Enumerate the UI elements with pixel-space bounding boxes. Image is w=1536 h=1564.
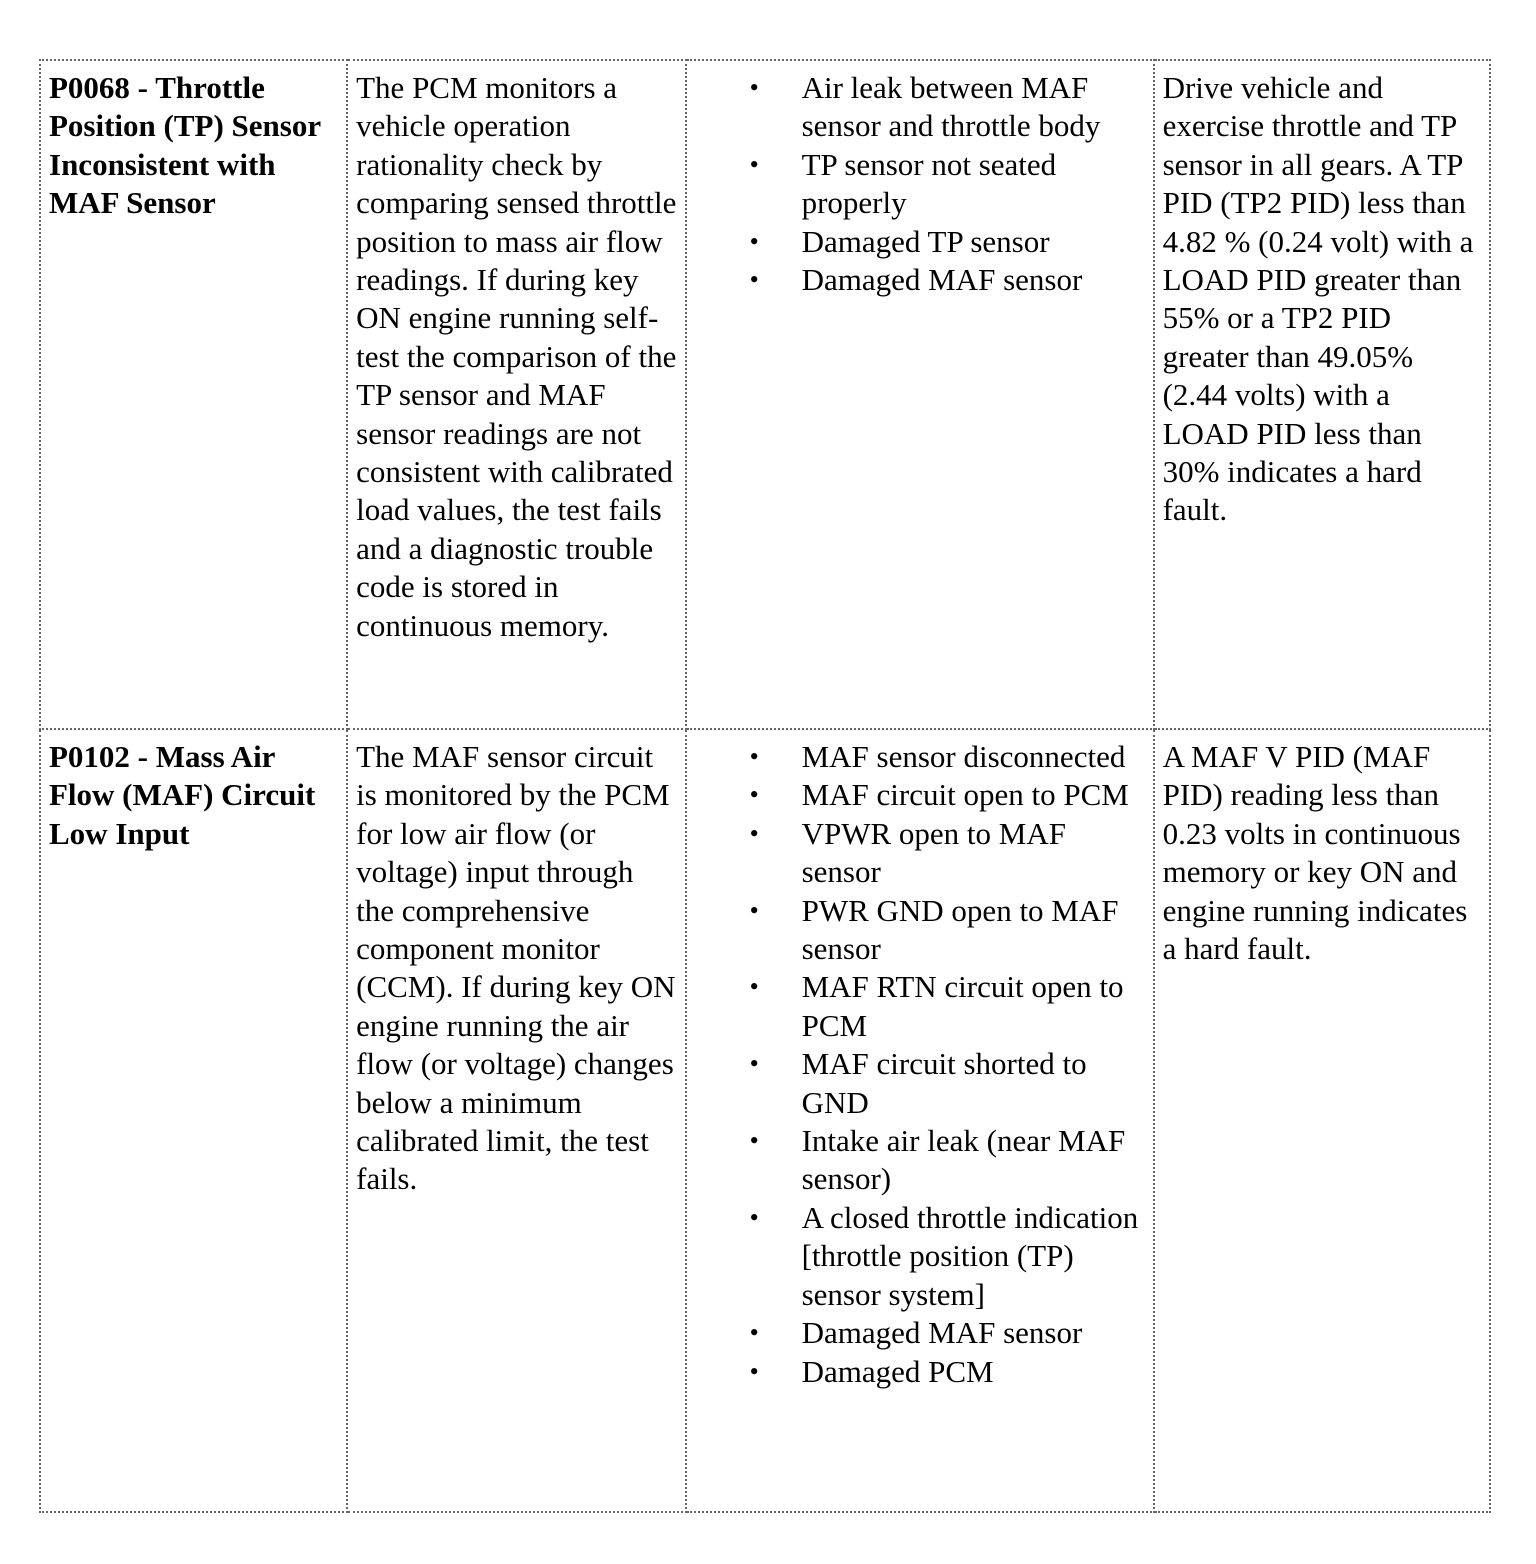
list-item [749, 223, 1147, 261]
list-item [749, 1353, 1147, 1391]
list-item [749, 146, 1147, 223]
bullet-icon: • [749, 972, 759, 1002]
diagnostic-action-cell: Drive vehicle and exercise throttle and TP sensor in all gears. A TP PID (TP2 PID) less than 4.82 % (0.24 volt) with a LOAD PID greater than 55% or a TP2 PID greater than 49.05% (2.44 volts) with a LOAD PID less than 30% indicates a hard fault. [1154, 60, 1490, 729]
cause-text: MAF circuit shorted to GND [801, 1046, 1087, 1120]
cause-text: MAF RTN circuit open to PCM [801, 969, 1124, 1043]
list-item [749, 815, 1147, 892]
bullet-icon: • [749, 265, 759, 295]
bullet-icon: • [749, 1126, 759, 1156]
bullet-icon: • [749, 895, 759, 925]
cause-text: Damaged MAF sensor [801, 1315, 1083, 1351]
possible-causes-list [695, 738, 1147, 1391]
cause-text: TP sensor not seated properly [801, 146, 1057, 221]
bullet-icon: • [749, 780, 759, 810]
cause-text: Air leak between MAF sensor and throttle body [801, 70, 1101, 144]
description-cell: The PCM monitors a vehicle operation rationality check by comparing sensed throttle position to mass air flow readings. If during key ON engine running self-test the comparison of the TP sensor and MAF sensor readings are not consistent with calibrated load values, the test fails and a diagnostic trouble code is stored in continuous memory. [347, 60, 685, 729]
list-item [749, 1045, 1147, 1122]
cause-text: VPWR open to MAF sensor [801, 815, 1066, 890]
cause-text: A closed throttle indication [throttle position (TP) sensor system] [801, 1199, 1139, 1312]
possible-causes-cell [686, 60, 1154, 729]
possible-causes-cell [686, 729, 1154, 1512]
bullet-icon: • [749, 1202, 759, 1232]
cause-text: Damaged PCM [801, 1353, 994, 1389]
cause-text: PWR GND open to MAF sensor [801, 892, 1119, 967]
cause-text: Damaged TP sensor [801, 223, 1050, 259]
list-item [749, 261, 1147, 299]
list-item [749, 968, 1147, 1045]
cause-text: MAF circuit open to PCM [801, 777, 1129, 813]
diagnostic-action-cell: A MAF V PID (MAF PID) reading less than 0.23 volts in continuous memory or key ON and engine running indicates a hard fault. [1154, 729, 1490, 1512]
bullet-icon: • [749, 742, 759, 771]
cause-text: Damaged MAF sensor [801, 262, 1083, 298]
cause-text: Intake air leak (near MAF sensor) [801, 1123, 1126, 1197]
cause-text: MAF sensor disconnected [801, 739, 1126, 774]
list-item [749, 1122, 1147, 1199]
bullet-icon: • [749, 149, 759, 179]
table-row [40, 729, 1490, 1512]
bullet-icon: • [749, 1049, 759, 1079]
dtc-code-cell: P0068 - Throttle Position (TP) Sensor Inconsistent with MAF Sensor [40, 60, 347, 729]
dtc-table [39, 59, 1491, 1513]
list-item [749, 69, 1147, 146]
bullet-icon: • [749, 1356, 759, 1386]
bullet-icon: • [749, 1318, 759, 1348]
list-item [749, 1199, 1147, 1314]
bullet-icon: • [749, 226, 759, 256]
table-row [40, 60, 1490, 729]
bullet-icon: • [749, 73, 759, 102]
dtc-code-cell: P0102 - Mass Air Flow (MAF) Circuit Low Input [40, 729, 347, 1512]
list-item [749, 738, 1147, 776]
bullet-icon: • [749, 818, 759, 848]
possible-causes-list [695, 69, 1147, 299]
list-item [749, 776, 1147, 814]
description-cell: The MAF sensor circuit is monitored by the PCM for low air flow (or voltage) input through the comprehensive component monitor (CCM). If during key ON engine running the air flow (or voltage) changes below a minimum calibrated limit, the test fails. [347, 729, 685, 1512]
list-item [749, 892, 1147, 969]
list-item [749, 1314, 1147, 1352]
